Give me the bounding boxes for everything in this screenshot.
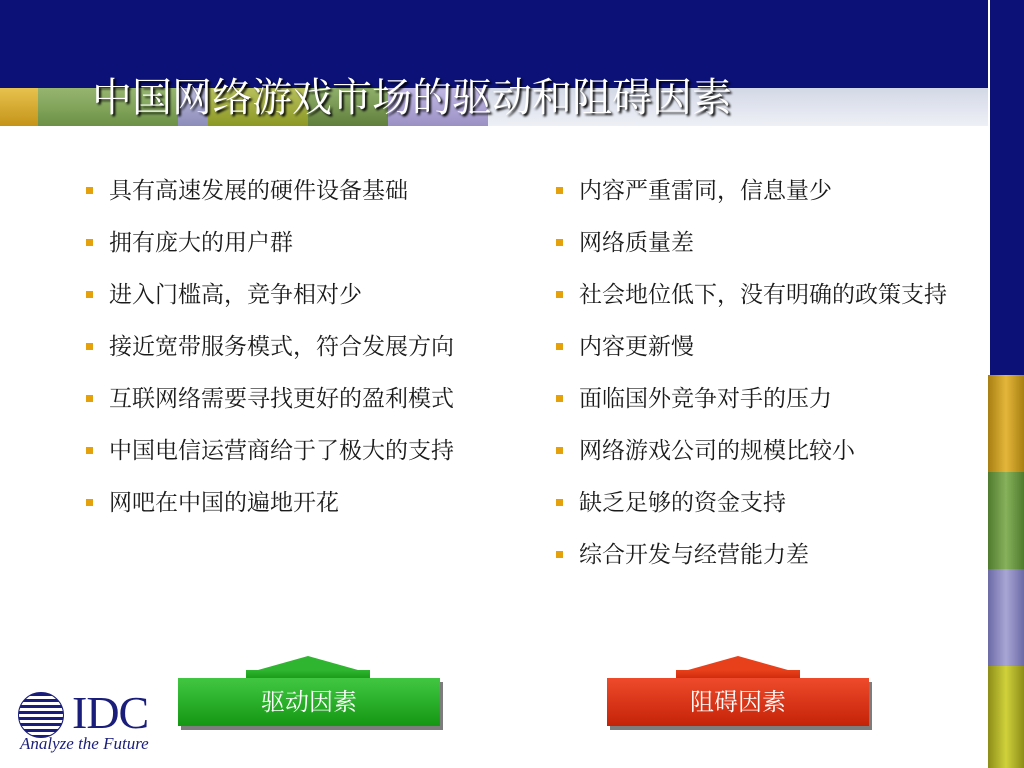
bullet-icon xyxy=(556,291,563,298)
drivers-list xyxy=(85,172,485,536)
list-item: 网络质量差 xyxy=(555,224,955,262)
list-item: 互联网络需要寻找更好的盈利模式 xyxy=(85,380,485,418)
bullet-icon xyxy=(556,187,563,194)
list-item: 中国电信运营商给于了极大的支持 xyxy=(85,432,485,470)
slide-title: 中国网络游戏市场的驱动和阻碍因素 xyxy=(92,75,732,121)
drivers-button[interactable]: 驱动因素 xyxy=(178,678,440,726)
list-item: 内容更新慢 xyxy=(555,328,955,366)
idc-logo xyxy=(14,688,174,760)
list-item: 接近宽带服务模式，符合发展方向 xyxy=(85,328,485,366)
list-item: 网络游戏公司的规模比较小 xyxy=(555,432,955,470)
list-item: 综合开发与经营能力差 xyxy=(555,536,955,574)
right-decor-strip xyxy=(988,0,1024,768)
barriers-arrow-icon xyxy=(688,656,788,670)
bullet-icon xyxy=(86,291,93,298)
bullet-icon xyxy=(86,343,93,350)
logo-tagline: Analyze the Future xyxy=(20,734,149,753)
bullet-icon xyxy=(86,395,93,402)
barriers-button[interactable]: 阻碍因素 xyxy=(607,678,869,726)
bullet-icon xyxy=(86,239,93,246)
bullet-icon xyxy=(556,551,563,558)
list-item: 拥有庞大的用户群 xyxy=(85,224,485,262)
drivers-arrow-icon xyxy=(258,656,358,670)
globe-icon xyxy=(18,692,64,738)
list-item: 内容严重雷同，信息量少 xyxy=(555,172,955,210)
bullet-icon xyxy=(86,499,93,506)
bullet-icon xyxy=(556,343,563,350)
list-item: 网吧在中国的遍地开花 xyxy=(85,484,485,522)
bullet-icon xyxy=(86,187,93,194)
list-item: 缺乏足够的资金支持 xyxy=(555,484,955,522)
list-item: 面临国外竞争对手的压力 xyxy=(555,380,955,418)
bullet-icon xyxy=(556,447,563,454)
bullet-icon xyxy=(556,395,563,402)
bullet-icon xyxy=(86,447,93,454)
logo-wordmark: IDC xyxy=(72,687,149,738)
list-item: 具有高速发展的硬件设备基础 xyxy=(85,172,485,210)
bullet-icon xyxy=(556,499,563,506)
bullet-icon xyxy=(556,239,563,246)
barriers-list xyxy=(555,172,955,588)
list-item: 社会地位低下，没有明确的政策支持 xyxy=(555,276,955,314)
list-item: 进入门槛高，竞争相对少 xyxy=(85,276,485,314)
